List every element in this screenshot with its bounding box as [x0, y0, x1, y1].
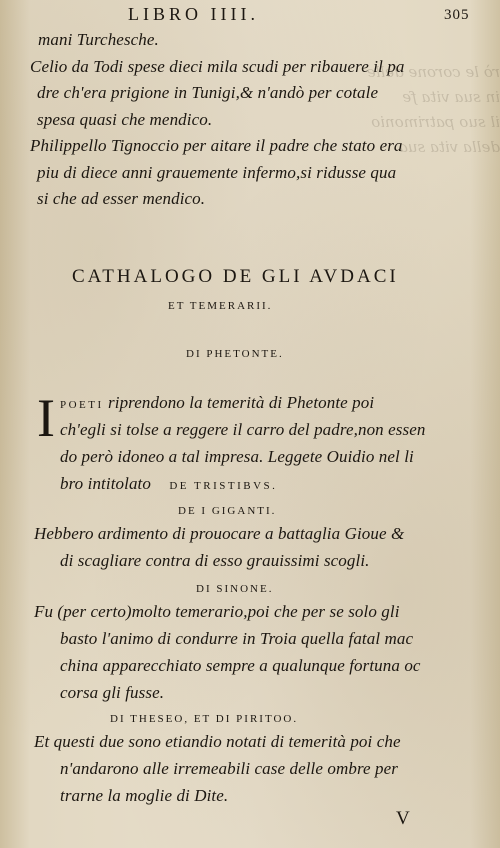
text-line: Et questi due sono etiandio notati di temerità poi che — [34, 732, 401, 751]
running-header-title: LIBRO IIII. — [128, 4, 259, 24]
text-line: n'andarono alle irremeabili case delle ombre per — [60, 759, 398, 778]
text-line: Philippello Tignoccio per aitare il padre che stato era — [30, 136, 403, 155]
page-number: 305 — [444, 7, 470, 23]
text-line: mani Turchesche. — [38, 30, 159, 49]
catalog-heading: CATHALOGO DE GLI AVDACI — [72, 266, 399, 287]
text-line: Fu (per certo)molto temerario,poi che per se solo gli — [34, 602, 400, 621]
text-line: do però idoneo a tal impresa. Leggete Ouidio nel li — [60, 447, 414, 466]
text-line: corsa gli fusse. — [60, 683, 165, 702]
text-line: ch'egli si tolse a reggere il carro del padre,non essen — [60, 420, 426, 439]
drop-cap-initial: I — [37, 388, 55, 448]
text-line: trarne la moglie di Dite. — [60, 786, 229, 805]
signature-mark: V — [396, 808, 410, 829]
section-heading-theseo: DI THESEO, ET DI PIRITOO. — [110, 713, 299, 725]
line-text: bro intitolato — [60, 474, 151, 493]
text-line: piu di diece anni grauemente infermo,si ridusse qua — [37, 163, 397, 182]
text-line: si che ad esser mendico. — [37, 189, 206, 208]
bleed-through-text: rò le corone delle in sua vita fe il suo patrimonio della vita sua — [366, 63, 500, 156]
text-line: basto l'animo di condurre in Troia quella fatal mac — [60, 629, 414, 648]
first-word-smallcaps: POETI — [60, 399, 104, 411]
section-heading-sinone: DI SINONE. — [196, 583, 274, 595]
text-line: dre ch'era prigione in Tunigi,& n'andò per cotale — [37, 83, 379, 102]
text-line — [60, 393, 374, 413]
text-line: spesa quasi che mendico. — [37, 110, 213, 129]
text-line: di scagliare contra di esso grauissimi scogli. — [60, 551, 370, 570]
text-line — [60, 474, 277, 494]
book-title-smallcaps: DE TRISTIBVS. — [169, 480, 278, 492]
line-text: riprendono la temerità di Phetonte poi — [108, 393, 375, 412]
section-heading-giganti: DE I GIGANTI. — [178, 505, 277, 517]
catalog-subheading: ET TEMERARII. — [168, 300, 273, 312]
section-heading-phetonte: DI PHETONTE. — [186, 348, 284, 360]
text-line: Celio da Todi spese dieci mila scudi per ribauere il pa — [30, 57, 405, 76]
text-line: Hebbero ardimento di prouocare a battaglia Gioue & — [34, 524, 405, 543]
text-line: china apparecchiato sempre a qualunque fortuna oc — [60, 656, 421, 675]
